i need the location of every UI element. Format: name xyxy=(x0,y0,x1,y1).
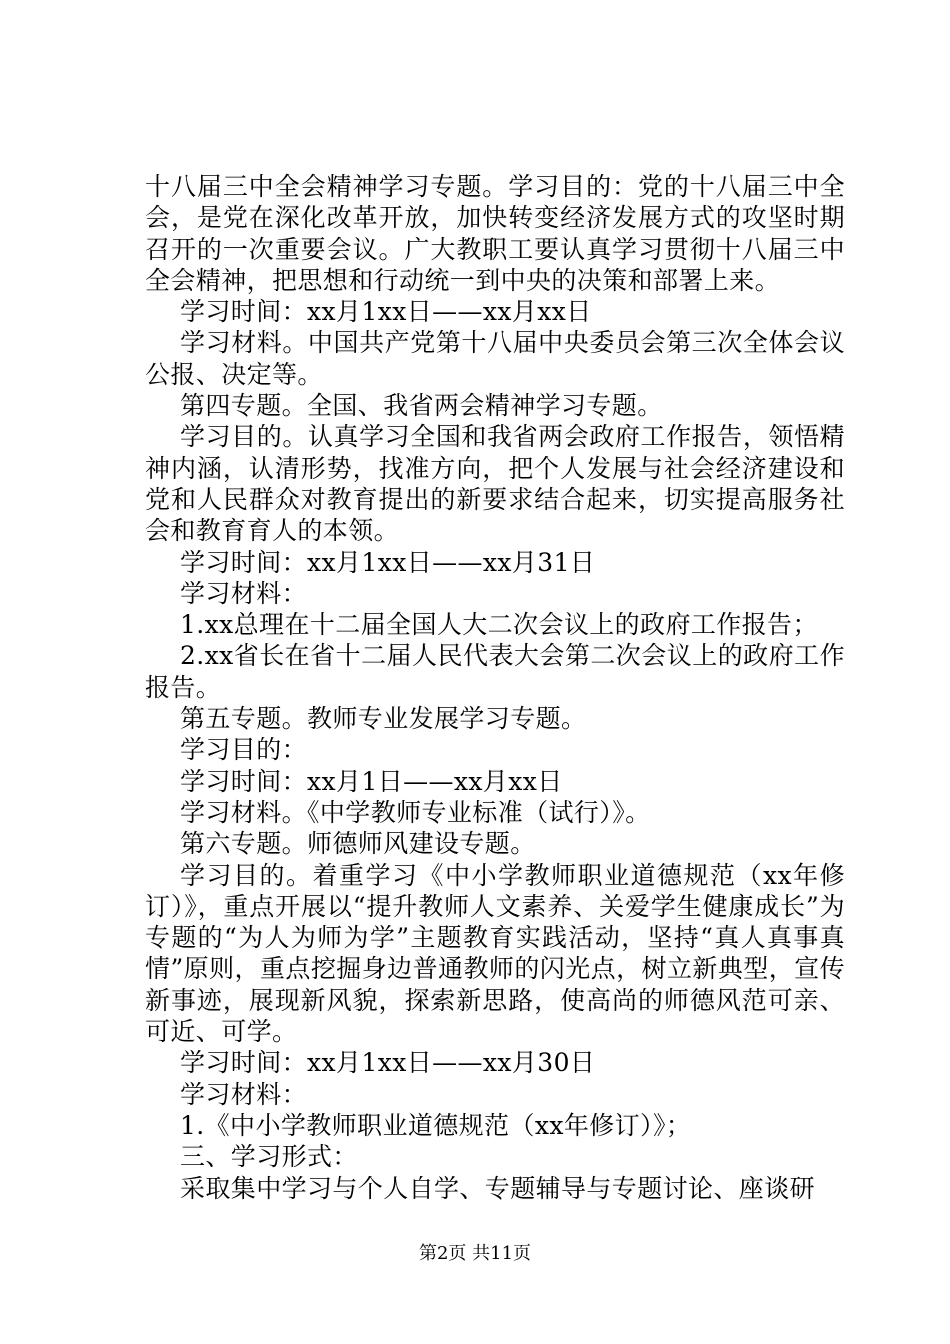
paragraph-8: 1.xx总理在十二届全国人大二次会议上的政府工作报告； xyxy=(180,610,818,640)
paragraph-20: 采取集中学习与个人自学、专题辅导与专题讨论、座谈研 xyxy=(180,1173,816,1203)
paragraph-7: 学习材料： xyxy=(180,578,308,608)
paragraph-11: 学习目的： xyxy=(180,735,308,765)
paragraph-10: 第五专题。教师专业发展学习专题。 xyxy=(180,704,587,734)
page-footer xyxy=(0,1243,950,1265)
paragraph-15: 学习目的。着重学习《中小学教师职业道德规范（xx年修订）》，重点开展以“提升教师人文素养、关爱学生健康成长”为专题的“为人为师为学”主题教育实践活动，坚持“真人真事真情”原则，重点挖掘身边普通教师的闪光点，树立新典型，宣传新事迹，展现新风貌，探索新思路，使高尚的师德风范可亲、可近、可学。 xyxy=(145,860,845,1047)
paragraph-13: 学习材料。《中学教师专业标准（试行）》。 xyxy=(180,797,651,827)
paragraph-2: 学习时间：xx月1xx日——xx月xx日 xyxy=(180,297,592,327)
paragraph-18: 1.《中小学教师职业道德规范（xx年修订）》； xyxy=(180,1110,692,1140)
paragraph-19: 三、学习形式： xyxy=(180,1142,358,1172)
paragraph-1: 十八届三中全会精神学习专题。学习目的：党的十八届三中全会，是党在深化改革开放，加快转变经济发展方式的攻坚时期召开的一次重要会议。广大教职工要认真学习贯彻十八届三中全会精神，把思想和行动统一到中央的决策和部署上来。 xyxy=(145,172,845,295)
page-number-label: 第2页 共11页 xyxy=(418,1243,532,1264)
paragraph-16: 学习时间：xx月1xx日——xx月30日 xyxy=(180,1048,596,1078)
paragraph-9: 2.xx省长在省十二届人民代表大会第二次会议上的政府工作报告。 xyxy=(145,641,845,702)
paragraph-12: 学习时间：xx月1日——xx月xx日 xyxy=(180,766,563,796)
paragraph-5: 学习目的。认真学习全国和我省两会政府工作报告，领悟精神内涵，认清形势，找准方向，把个人发展与社会经济建设和党和人民群众对教育提出的新要求结合起来，切实提高服务社会和教育育人的本领。 xyxy=(145,422,845,546)
paragraph-3: 学习材料。中国共产党第十八届中央委员会第三次全体会议公报、决定等。 xyxy=(145,328,845,389)
paragraph-6: 学习时间：xx月1xx日——xx月31日 xyxy=(180,547,596,577)
paragraph-4: 第四专题。全国、我省两会精神学习专题。 xyxy=(180,391,663,421)
paragraph-17: 学习材料： xyxy=(180,1079,308,1109)
paragraph-14: 第六专题。师德师风建设专题。 xyxy=(180,829,536,859)
document-body xyxy=(145,171,845,1204)
